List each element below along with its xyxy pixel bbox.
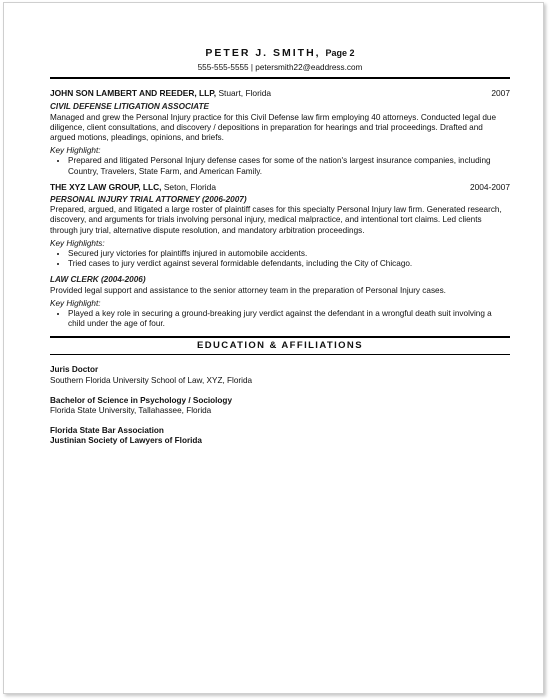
education-degree: Juris Doctor — [50, 365, 99, 375]
job-entry — [50, 182, 510, 330]
education-entry — [50, 396, 510, 416]
affiliation-name: Justinian Society of Lawyers of Florida — [50, 436, 202, 446]
job-year: 2007 — [491, 88, 510, 99]
company-location: Stuart, Florida — [218, 88, 272, 99]
section-title: EDUCATION & AFFILIATIONS — [197, 340, 363, 352]
company-line — [50, 182, 216, 192]
role-description: Provided legal support and assistance to the senior attorney team in the preparation of Personal Injury cases. — [50, 285, 446, 295]
education-school: Southern Florida University School of Law, XYZ, Florida — [50, 375, 253, 385]
highlight-label: Key Highlight: — [50, 298, 101, 308]
role-description: Prepared, argued, and litigated a large roster of plaintiff cases for this specialty Personal Injury law firm. Generated research, discovery, and arguments for trials involving personal injury, medical malpractice, and intentional tort claims. Led clients through jury trial, alternative dispute resolution, and mandatory arbitration proceedings. — [50, 205, 502, 235]
role-description: Managed and grew the Personal Injury practice for this Civil Defense law firm employing 40 attorneys. Conducted legal due diligence, client consultations, and discovery / depositions in preparation for hearings and trial proceedings. Drafted and argued motions, pleadings, opinions, and briefs. — [50, 112, 496, 143]
role-title: CIVIL DEFENSE LITIGATION ASSOCIATE — [50, 102, 209, 112]
company-location: Seton, Florida — [163, 181, 216, 192]
role-title: LAW CLERK (2004-2006) — [50, 275, 146, 285]
highlight-label: Key Highlights: — [50, 238, 105, 248]
section-divider-top — [50, 336, 510, 338]
affiliation-entry — [50, 426, 510, 446]
highlight-list — [50, 249, 510, 269]
education-degree: Bachelor of Science in Psychology / Sociology — [50, 395, 232, 405]
contact-line: 555-555-5555 | petersmith22@eaddress.com — [197, 63, 363, 72]
highlight-item: • Secured jury victories for plaintiffs injured in automobile accidents. — [68, 249, 510, 259]
education-entry — [50, 365, 510, 385]
job-header — [50, 88, 510, 98]
candidate-name — [50, 47, 510, 60]
section-divider-bottom — [50, 354, 510, 355]
job-entry — [50, 88, 510, 177]
header-divider — [50, 77, 510, 79]
highlight-item: • Played a key role in securing a ground-breaking jury verdict against the defendant in a wrongful death suit involving a child under the age of four. — [68, 309, 510, 329]
highlight-list — [50, 309, 510, 329]
highlight-list — [50, 156, 510, 176]
company-line — [50, 88, 271, 98]
name-text: PETER J. SMITH, — [205, 47, 321, 59]
resume-content — [50, 47, 510, 447]
company-name: THE XYZ LAW GROUP, LLC, — [50, 181, 162, 192]
highlight-item: • Prepared and litigated Personal Injury defense cases for some of the nation's largest insurance companies, including Country, Travelers, State Farm, and American Family. — [68, 156, 510, 176]
job-year: 2004-2007 — [469, 181, 510, 192]
resume-page — [3, 2, 544, 694]
page-label: Page 2 — [325, 48, 355, 58]
highlight-label: Key Highlight: — [50, 146, 101, 156]
job-header — [50, 182, 510, 192]
education-school: Florida State University, Tallahassee, Florida — [50, 406, 212, 416]
affiliation-name: Florida State Bar Association — [50, 426, 164, 436]
role-title: PERSONAL INJURY TRIAL ATTORNEY (2006-2007) — [50, 195, 247, 205]
company-name: JOHN SON LAMBERT AND REEDER, LLP, — [50, 88, 217, 99]
highlight-item: • Tried cases to jury verdict against several formidable defendants, including the City of Chicago. — [68, 259, 510, 269]
